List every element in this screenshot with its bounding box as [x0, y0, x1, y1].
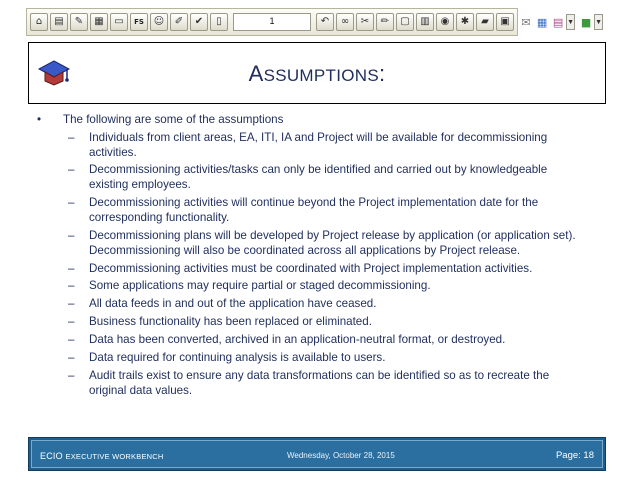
title-box: [28, 42, 606, 104]
list-item: [35, 333, 595, 348]
dash-marker: –: [68, 130, 75, 144]
footer-page-number: Page: 18: [555, 450, 594, 461]
toolbar-frame: [26, 8, 518, 36]
list-item-text: Data required for continuing analysis is available to users.: [89, 351, 386, 364]
list-item: [35, 297, 595, 312]
layout-icon[interactable]: ▥: [416, 13, 434, 31]
page-title: ASSUMPTIONS:: [248, 61, 386, 86]
list-item-text: Audit trails exist to ensure any data transformations can be identified so as to recreate the original data values.: [89, 368, 550, 397]
dash-marker: –: [68, 228, 75, 242]
fs-button[interactable]: FS: [130, 13, 148, 31]
footer-date: Wednesday, October 28, 2015: [287, 451, 395, 460]
box-icon[interactable]: ■: [580, 15, 592, 29]
list-item-text: Decommissioning activities must be coordinated with Project implementation activities.: [89, 261, 533, 275]
pen-icon[interactable]: ✎: [70, 13, 88, 31]
binoculars-icon[interactable]: ∞: [336, 13, 354, 31]
intro-text: The following are some of the assumptions: [63, 113, 284, 126]
list-item-text: Decommissioning plans will be developed by Project release by application (or application set). Decommissioning will also be coordinated across all applications by Project release.: [89, 228, 576, 257]
dash-marker: –: [68, 261, 75, 275]
list-item-text: All data feeds in and out of the application have ceased.: [89, 297, 377, 311]
dash-marker: –: [68, 333, 75, 347]
list-item: [35, 163, 595, 193]
page-icon[interactable]: ▢: [396, 13, 414, 31]
open-icon[interactable]: ▭: [110, 13, 128, 31]
home-icon[interactable]: ⌂: [30, 13, 48, 31]
dash-marker: –: [68, 279, 75, 293]
list-item-intro: [35, 113, 595, 128]
book-icon[interactable]: ▤: [552, 15, 564, 29]
list-item: [35, 369, 595, 399]
list-item: [35, 196, 595, 226]
folder-open-icon[interactable]: ▰: [476, 13, 494, 31]
list-item: [35, 315, 595, 330]
document-icon[interactable]: ▯: [210, 13, 228, 31]
tools-icon[interactable]: ✂: [356, 13, 374, 31]
dash-marker: –: [68, 196, 75, 210]
footer-inner: [31, 440, 603, 468]
dash-marker: –: [68, 315, 75, 329]
edit-icon[interactable]: ✐: [170, 13, 188, 31]
camera-icon[interactable]: ◉: [436, 13, 454, 31]
list-item: [35, 262, 595, 277]
list-item-text: Decommissioning activities will continue beyond the Project implementation date for the corresponding functionality.: [89, 196, 539, 224]
list-item: [35, 131, 595, 161]
list-item: [35, 351, 595, 366]
dash-marker: –: [68, 368, 75, 382]
list-item: [35, 229, 595, 259]
list-item-text: Individuals from client areas, EA, ITI, IA and Project will be available for decommissioning activities.: [89, 130, 548, 159]
list-item-text: Decommissioning activities/tasks can only be identified and carried out by knowledgeable existing employees.: [89, 163, 548, 192]
chevron-down-icon[interactable]: ▼: [594, 14, 603, 30]
dash-marker: –: [68, 163, 75, 177]
assumptions-list: [35, 113, 595, 402]
chevron-down-icon[interactable]: ▼: [566, 14, 575, 30]
list-item-text: Business functionality has been replaced or eliminated.: [89, 315, 372, 329]
folder-icon[interactable]: ▤: [50, 13, 68, 31]
toolbar: [26, 8, 606, 36]
dash-marker: –: [68, 297, 75, 311]
footer-title: ECIO EXECUTIVE WORKBENCH: [40, 451, 164, 461]
dash-marker: –: [68, 351, 75, 364]
mail-icon[interactable]: ✉: [521, 15, 531, 29]
bullet-marker: •: [37, 113, 42, 126]
lock-icon[interactable]: ▣: [496, 13, 514, 31]
footer: [28, 437, 606, 471]
wrench-icon[interactable]: ✱: [456, 13, 474, 31]
calendar-icon[interactable]: ▦: [536, 15, 548, 29]
smiley-icon[interactable]: ☺: [150, 13, 168, 31]
undo-icon[interactable]: ↶: [316, 13, 334, 31]
list-item-text: Some applications may require partial or staged decommissioning.: [89, 279, 431, 293]
list-item: [35, 279, 595, 294]
brush-icon[interactable]: ✏: [376, 13, 394, 31]
check-icon[interactable]: ✔: [190, 13, 208, 31]
list-item-text: Data has been converted, archived in an application-neutral format, or destroyed.: [89, 333, 506, 347]
print-icon[interactable]: ▦: [90, 13, 108, 31]
page-number-input[interactable]: 1: [233, 13, 311, 31]
